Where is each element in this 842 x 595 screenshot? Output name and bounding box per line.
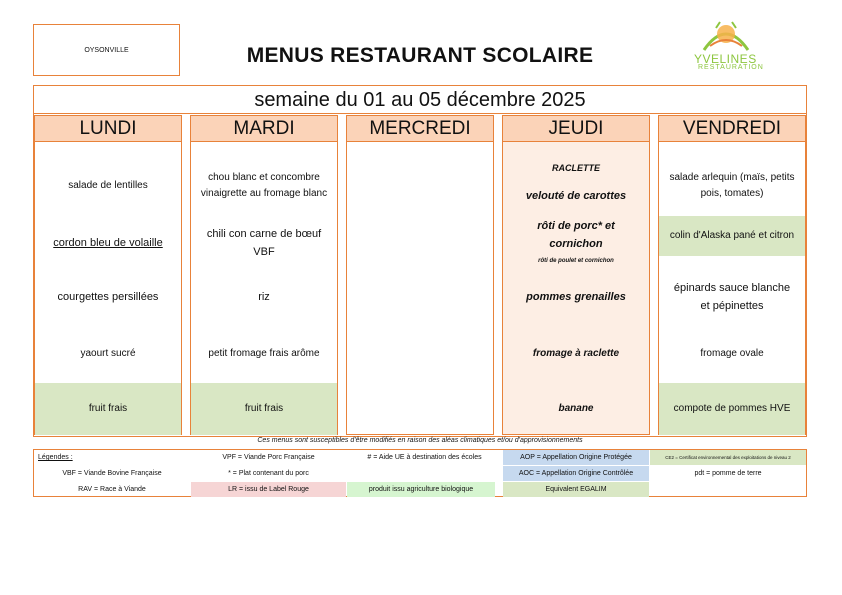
mardi-starter: chou blanc et concombre vinaigrette au fromage blanc (200, 172, 328, 199)
lundi-side: courgettes persillées (57, 291, 159, 304)
jeudi-theme: RACLETTE (552, 162, 600, 173)
jeudi-dairy: fromage à raclette (532, 348, 620, 359)
legend-egalim: Equivalent EGALIM (503, 482, 649, 497)
week-label: semaine du 01 au 05 décembre 2025 (34, 86, 806, 114)
yvelines-restauration-logo (686, 16, 766, 76)
vendredi-main: colin d'Alaska pané et citron (659, 216, 805, 256)
legend-vbf: VBF = Viande Bovine Française (62, 470, 162, 477)
lundi-dessert: fruit frais (35, 383, 181, 435)
vendredi-dessert: compote de pommes HVE (659, 383, 805, 435)
logo-text-restauration: RESTAURATION (698, 64, 764, 71)
legend-aide-ue: # = Aide UE à destination des écoles (367, 454, 482, 461)
mardi-dairy: petit fromage frais arôme (208, 348, 320, 359)
day-header-lundi: LUNDI (35, 116, 181, 142)
jeudi-dessert: banane (558, 403, 594, 414)
vendredi-side: épinards sauce blanche et pépinettes (673, 282, 791, 312)
lundi-starter: salade de lentilles (68, 180, 148, 191)
day-column-jeudi (502, 115, 650, 435)
day-header-jeudi: JEUDI (503, 116, 649, 142)
day-column-vendredi (658, 115, 806, 435)
page-title: MENUS RESTAURANT SCOLAIRE (246, 44, 594, 67)
day-header-mardi: MARDI (191, 116, 337, 142)
commune-box (33, 24, 180, 76)
legend-bio: produit issu agriculture biologique (347, 482, 495, 497)
legend-title: Légendes : (38, 454, 73, 461)
vendredi-dairy: fromage ovale (700, 348, 764, 359)
day-column-mercredi (346, 115, 494, 435)
logo-text-yvelines: YVELINES (694, 52, 757, 66)
day-header-vendredi: VENDREDI (659, 116, 805, 142)
legend-plat-porc: * = Plat contenant du porc (228, 470, 309, 477)
jeudi-side: pommes grenailles (526, 291, 626, 304)
jeudi-starter: velouté de carottes (525, 190, 627, 203)
lundi-dairy: yaourt sucré (80, 348, 136, 359)
logo-emblem-icon (686, 16, 766, 56)
mardi-dessert: fruit frais (191, 383, 337, 435)
lundi-main: cordon bleu de volaille (53, 237, 163, 250)
legend-aoc: AOC = Appellation Origine Contrôlée (503, 466, 649, 481)
day-column-lundi (34, 115, 182, 435)
vendredi-starter: salade arlequin (maïs, petits pois, tomates) (669, 172, 795, 199)
mardi-side: riz (258, 291, 270, 304)
legend-label-rouge: LR = issu de Label Rouge (191, 482, 346, 497)
disclaimer: Ces menus sont susceptibles d'être modifiés en raison des aléas climatiques et/ou d'approvisionnements (257, 437, 583, 444)
commune-name: OYSONVILLE (84, 46, 129, 54)
legend-vpf: VPF = Viande Porc Française (222, 454, 315, 461)
legend-aop: AOP = Appellation Origine Protégée (503, 450, 649, 465)
jeudi-main-alternative: rôti de poulet et cornichon (538, 258, 614, 265)
mardi-main: chili con carne de bœuf VBF (206, 228, 322, 258)
legend-table (33, 449, 807, 497)
legend-pdt: pdt = pomme de terre (694, 470, 762, 477)
day-column-mardi (190, 115, 338, 435)
day-header-mercredi: MERCREDI (347, 116, 493, 142)
jeudi-main: rôti de porc* et cornichon (537, 220, 615, 250)
legend-ce2: CE2 = Certificat environnemental des exploitations de niveau 2 (650, 450, 806, 465)
legend-rav: RAV = Race à Viande (78, 486, 146, 493)
